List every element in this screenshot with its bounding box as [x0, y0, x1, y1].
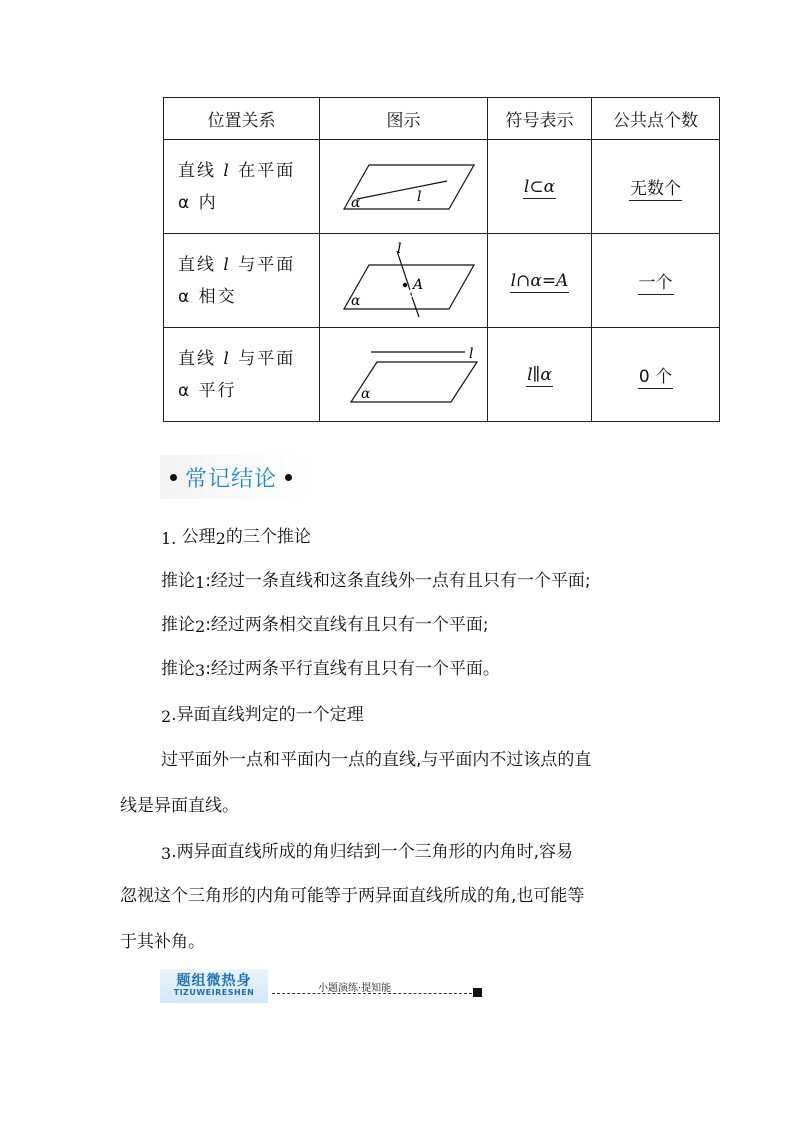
- point-a-label: A: [412, 276, 423, 293]
- line-label: l: [396, 240, 401, 257]
- figure-line-intersects-plane: [320, 234, 488, 328]
- position-relation-table: [163, 97, 720, 422]
- line-label: l: [468, 345, 473, 362]
- item-2-text-line-1: 过平面外一点和平面内一点的直线,与平面内不过该点的直: [161, 750, 592, 770]
- item-1-heading: 1. 公理2的三个推论: [161, 527, 311, 548]
- alpha-label: α: [350, 194, 360, 211]
- banner-title: 题组微热身: [176, 973, 252, 989]
- symbol-cell: l⊂α: [488, 140, 592, 234]
- table-row: [164, 234, 720, 328]
- item-3-text-line-3: 于其补角。: [120, 932, 205, 952]
- item-3-text-line-1: 3.两异面直线所成的角归结到一个三角形的内角时,容易: [161, 842, 573, 863]
- banner-pinyin: TIZUWEIRESHEN: [173, 988, 255, 997]
- table-row: [164, 140, 720, 234]
- position-cell: 直线 l 与平面 α 相交: [164, 234, 320, 328]
- position-cell: 直线 l 在平面 α 内: [164, 140, 320, 234]
- item-2-heading: 2.异面直线判定的一个定理: [161, 705, 364, 726]
- conclusions-heading: [160, 455, 312, 499]
- banner-subtitle: 小题演练·提知能: [318, 983, 392, 994]
- figure-line-parallel-plane: [320, 328, 488, 422]
- item-3-text-line-2: 忽视这个三角形的内角可能等于两异面直线所成的角,也可能等: [120, 886, 585, 906]
- header-symbol: 符号表示: [488, 98, 592, 140]
- symbol-cell: l∩α=A: [488, 234, 592, 328]
- warmup-banner: [160, 966, 482, 1006]
- item-2-text-line-2: 线是异面直线。: [120, 796, 239, 816]
- bullet-dot-icon: [170, 474, 177, 481]
- count-cell: 0 个: [592, 328, 720, 422]
- alpha-label: α: [350, 292, 360, 309]
- header-position: 位置关系: [164, 98, 320, 140]
- corollary-3: 推论3:经过两条平行直线有且只有一个平面。: [161, 659, 500, 680]
- alpha-label: α: [360, 385, 370, 402]
- header-figure: 图示: [320, 98, 488, 140]
- count-cell: 一个: [592, 234, 720, 328]
- table-header-row: [164, 98, 720, 140]
- bullet-dot-icon: [285, 474, 292, 481]
- section-title: 常记结论: [185, 466, 278, 492]
- header-count: 公共点个数: [592, 98, 720, 140]
- line-label: l: [416, 188, 421, 205]
- count-cell: 无数个: [592, 140, 720, 234]
- corollary-2: 推论2:经过两条相交直线有且只有一个平面;: [161, 615, 489, 636]
- figure-line-in-plane: [320, 140, 488, 234]
- table-row: [164, 328, 720, 422]
- square-end-icon: [473, 988, 482, 997]
- corollary-1: 推论1:经过一条直线和这条直线外一点有且只有一个平面;: [161, 571, 591, 592]
- position-cell: 直线 l 与平面 α 平行: [164, 328, 320, 422]
- symbol-cell: l∥α: [488, 328, 592, 422]
